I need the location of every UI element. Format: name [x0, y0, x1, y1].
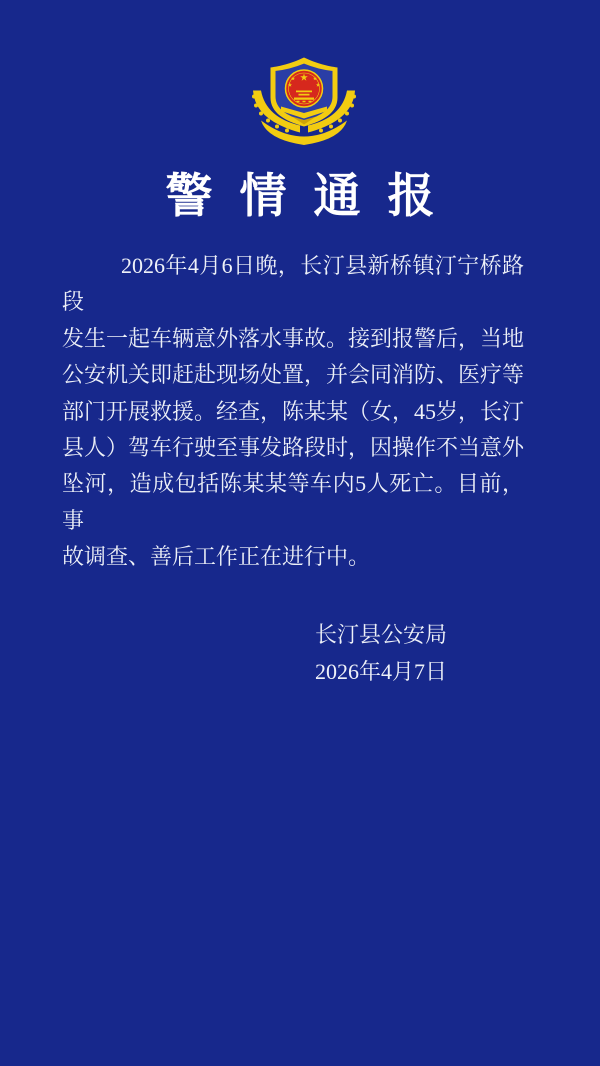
body-line: 2026年4月6日晚，长汀县新桥镇汀宁桥路段 [62, 253, 524, 315]
body-line: 故调查、善后工作正在进行中。 [62, 544, 371, 570]
signature-agency: 长汀县公安局 [314, 622, 447, 647]
notice-title: 警情通报 [165, 171, 462, 223]
body-line: 坠河，造成包括陈某某等车内5人死亡。目前，事 [62, 471, 524, 533]
body-line: 发生一起车辆意外落水事故。接到报警后，当地 [62, 325, 525, 351]
notice-body [62, 248, 524, 576]
body-line: 县人）驾车行驶至事发路段时，因操作不当意外 [62, 435, 525, 461]
signature-block [315, 616, 447, 690]
body-line: 公安机关即赶赴现场处置，并会同消防、医疗等 [62, 362, 525, 388]
police-badge-icon [248, 54, 360, 150]
signature-date: 2026年4月7日 [314, 659, 447, 684]
police-badge [248, 54, 360, 150]
body-line: 部门开展救援。经查，陈某某（女，45岁，长汀 [62, 398, 525, 424]
